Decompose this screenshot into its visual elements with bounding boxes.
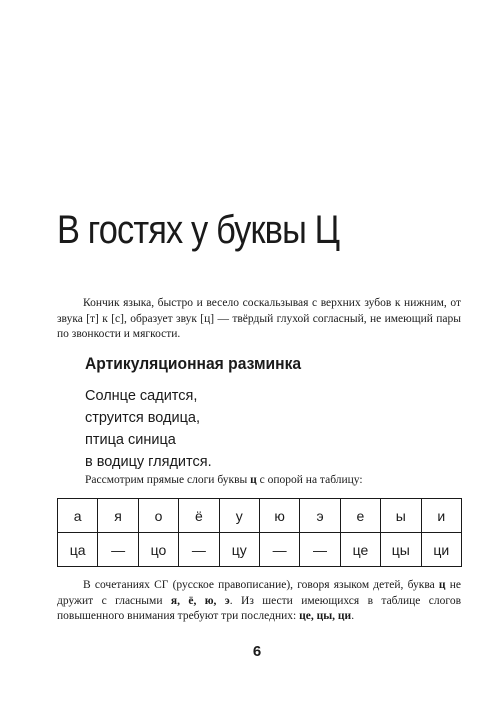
intro-paragraph xyxy=(57,296,461,343)
table-cell-vowel: ю xyxy=(259,499,299,533)
outro-vowels: я, ё, ю, э xyxy=(170,594,230,607)
table-cell-syllable: це xyxy=(340,533,380,567)
table-cell-vowel: о xyxy=(138,499,178,533)
poem-line: Солнце садится, xyxy=(85,388,198,404)
outro-letter: ц xyxy=(438,579,446,591)
outro-text: . xyxy=(351,610,355,622)
table-cell-syllable: цы xyxy=(381,533,421,567)
table-cell-syllable: цу xyxy=(219,533,259,567)
intro-text: Кончик языка, быстро и весело соскальзывая с верхних зубов к нижним, от звука [т] к [с], образует звук [ц] — твёрдый глухой согласный, не имеющий пары по звонкости и мягкости. xyxy=(57,297,461,340)
syllable-table xyxy=(57,498,462,567)
poem xyxy=(85,385,212,473)
table-row-vowels xyxy=(58,499,462,533)
table-cell-vowel: э xyxy=(300,499,340,533)
table-cell-syllable: ци xyxy=(421,533,461,567)
table-row-syllables xyxy=(58,533,462,567)
outro-text: не дружит с гласными xyxy=(57,579,461,607)
poem-line: птица синица xyxy=(85,432,176,448)
caption-text-end: с опорой на таблицу: xyxy=(256,474,363,486)
outro-text: В сочетаниях СГ (русское правописание), говоря языком детей, буква xyxy=(83,579,439,591)
table-cell-syllable: — xyxy=(300,533,340,567)
table-cell-vowel: я xyxy=(98,499,138,533)
table-cell-syllable: — xyxy=(259,533,299,567)
poem-line: струится водица, xyxy=(85,410,200,426)
page-number: 6 xyxy=(252,642,262,660)
table-cell-vowel: ё xyxy=(179,499,219,533)
outro-text: . Из шести имеющихся в таблице слогов повышенного внимания требуют три последних: xyxy=(57,594,461,622)
caption-text: Рассмотрим прямые слоги буквы xyxy=(85,474,251,486)
outro-syllables: це, цы, ци xyxy=(299,610,352,622)
table-caption xyxy=(85,474,363,486)
page-title: В гостях у буквы Ц xyxy=(57,208,340,252)
table-cell-syllable: цо xyxy=(138,533,178,567)
poem-line: в водицу глядится. xyxy=(85,454,212,470)
table-cell-vowel: е xyxy=(340,499,380,533)
table-cell-syllable: ца xyxy=(58,533,98,567)
caption-letter: ц xyxy=(250,474,257,486)
table-cell-vowel: ы xyxy=(381,499,421,533)
table-cell-syllable: — xyxy=(179,533,219,567)
table-cell-syllable: — xyxy=(98,533,138,567)
section-heading: Артикуляционная разминка xyxy=(85,354,302,373)
outro-paragraph xyxy=(57,578,461,625)
table-cell-vowel: а xyxy=(58,499,98,533)
table-cell-vowel: и xyxy=(421,499,461,533)
table-cell-vowel: у xyxy=(219,499,259,533)
